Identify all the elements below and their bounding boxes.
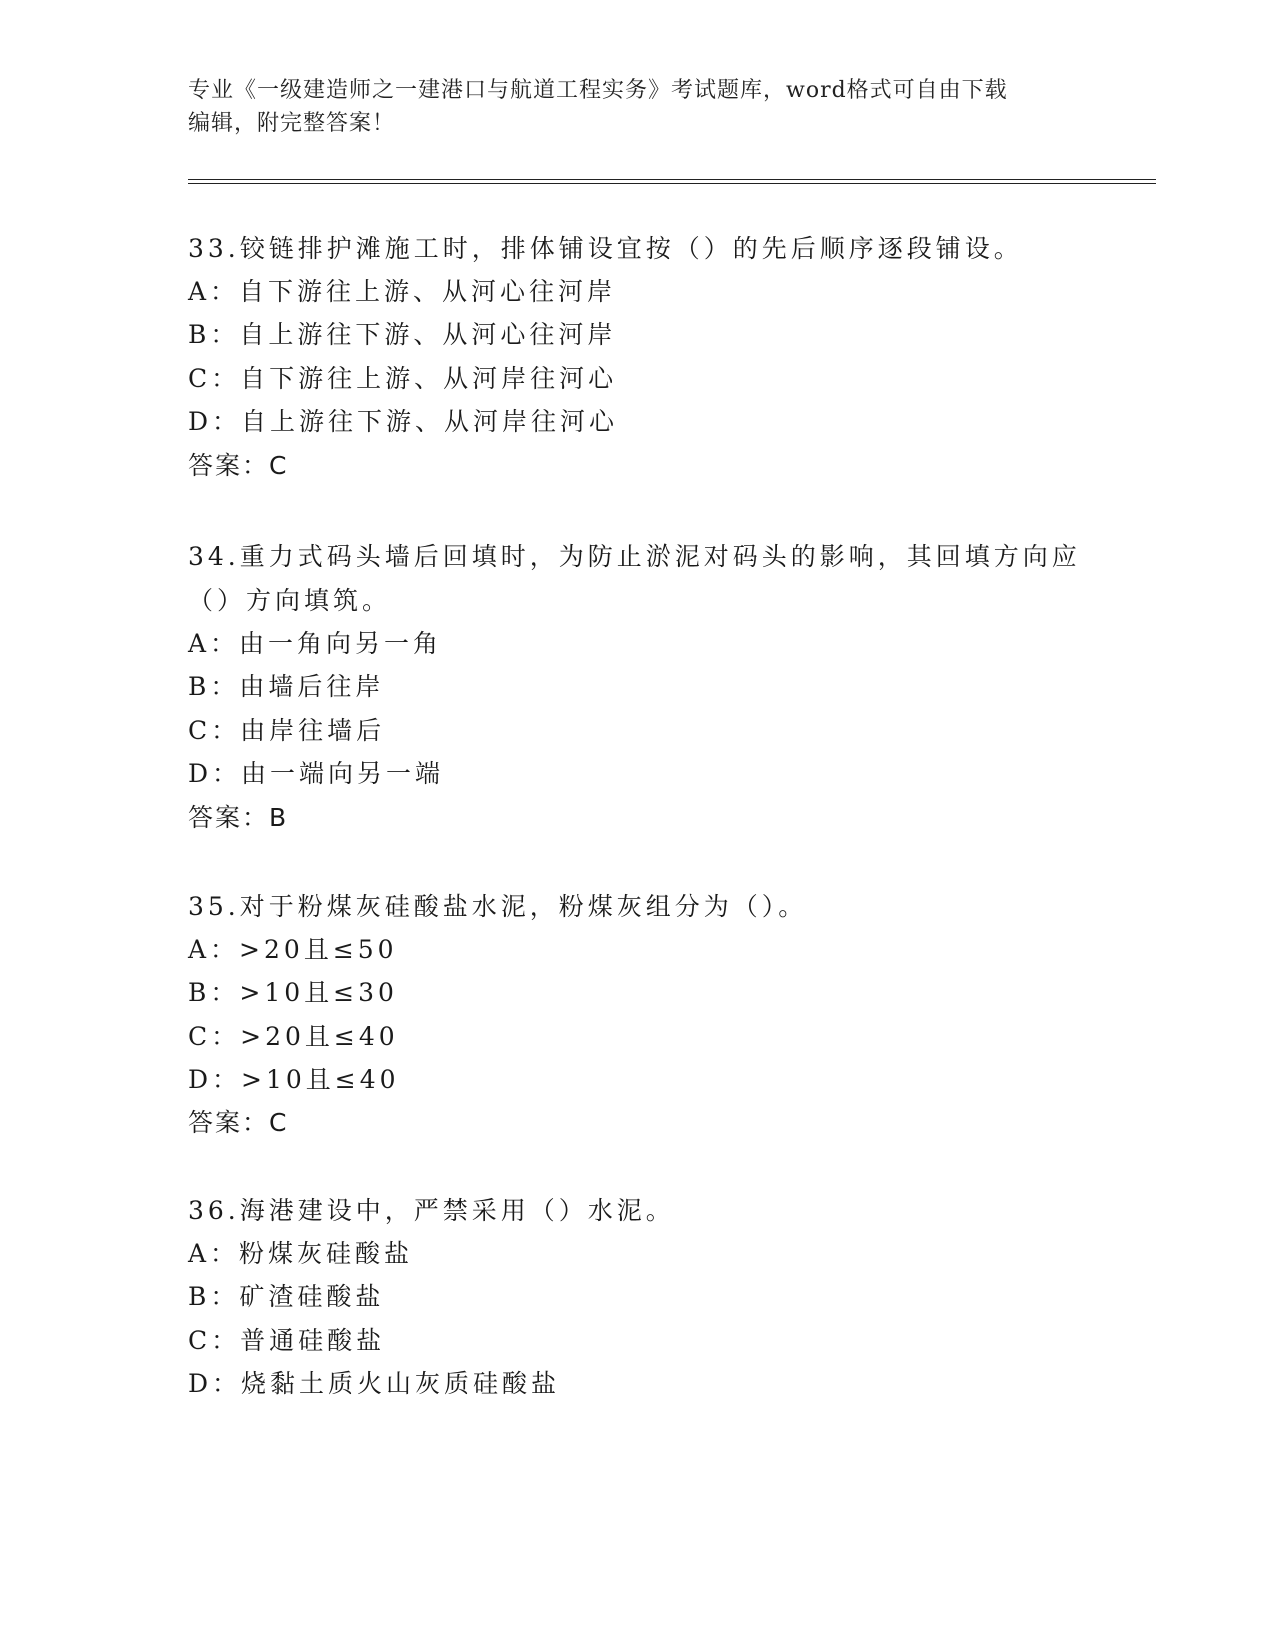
question-33-option-d: D：自上游往下游、从河岸往河心 (188, 407, 619, 436)
question-34-option-d: D：由一端向另一端 (188, 759, 445, 788)
header-line-2: 编辑，附完整答案！ (188, 111, 396, 136)
question-34-stem-continued: （）方向填筑。 (188, 586, 392, 615)
header-line-1: 专业《一级建造师之一建港口与航道工程实务》考试题库，word格式可自由下载 (188, 78, 1008, 103)
header-divider-bottom (188, 183, 1156, 184)
question-34-option-c: C：由岸往墙后 (188, 716, 386, 745)
question-35-answer: 答案：C (188, 1108, 289, 1137)
question-33-option-c: C：自下游往上游、从河岸往河心 (188, 364, 618, 393)
question-33-answer: 答案：C (188, 451, 289, 480)
question-34-answer: 答案：B (188, 803, 289, 832)
header-divider-top (188, 179, 1156, 180)
question-33-option-b: B：自上游往下游、从河心往河岸 (188, 320, 617, 349)
question-36-option-c: C：普通硅酸盐 (188, 1326, 386, 1355)
question-35-option-d: D：>10且≤40 (188, 1065, 400, 1094)
question-33-stem: 33.铰链排护滩施工时，排体铺设宜按（）的先后顺序逐段铺设。 (188, 234, 1023, 263)
question-35-stem: 35.对于粉煤灰硅酸盐水泥，粉煤灰组分为（）。 (188, 892, 808, 921)
question-34-option-b: B：由墙后往岸 (188, 672, 385, 701)
question-35-option-b: B：>10且≤30 (188, 978, 398, 1007)
question-35-option-c: C：>20且≤40 (188, 1022, 399, 1051)
question-34-option-a: A：由一角向另一角 (188, 629, 443, 658)
question-34-stem: 34.重力式码头墙后回填时，为防止淤泥对码头的影响，其回填方向应 (188, 542, 1081, 571)
question-36-stem: 36.海港建设中，严禁采用（）水泥。 (188, 1196, 675, 1225)
document-header (188, 74, 1088, 140)
question-36-option-a: A：粉煤灰硅酸盐 (188, 1239, 414, 1268)
question-33-option-a: A：自下游往上游、从河心往河岸 (188, 277, 617, 306)
question-35-option-a: A：>20且≤50 (188, 935, 398, 964)
question-36-option-d: D：烧黏土质火山灰质硅酸盐 (188, 1369, 561, 1398)
question-36-option-b: B：矿渣硅酸盐 (188, 1282, 385, 1311)
